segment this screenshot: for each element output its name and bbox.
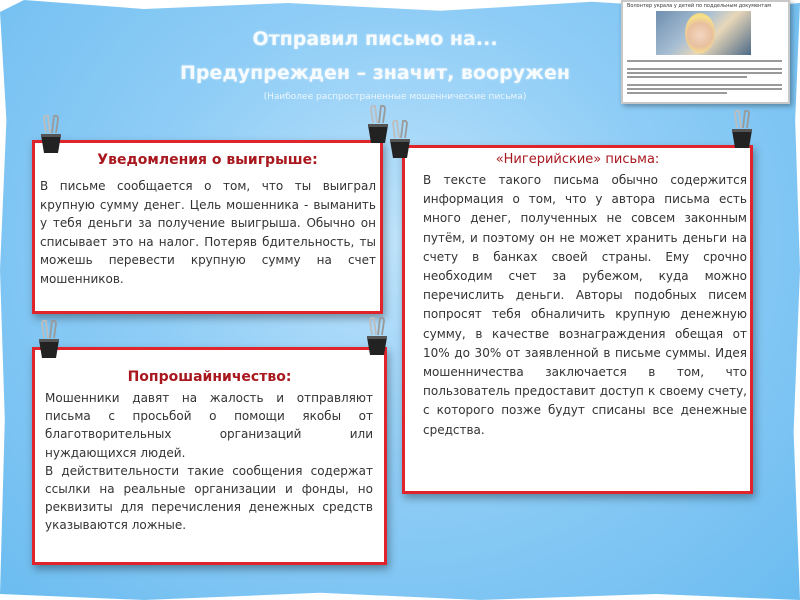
binder-clip-icon: [364, 315, 390, 357]
nigerian-card-body: В тексте такого письма обычно содержится информация о том, что у автора письма есть много денег, полученных не совсем законным путём, и поэтому он не может хранить деньги на счету в банках своей страны. Ему срочно необходим счет за рубежом, куда можно перечислить деньги. Авторы подобных писем попросят тебя обналичить крупную денежную сумму, в качестве вознаграждения обещая от 10% до 30% от заявленной в письме суммы. Идея мошенничества заключается в том, что пользователь предоставит доступ к своему счету, с которого позже будут списаны все денежные средства.: [423, 173, 747, 437]
winnings-card: [32, 140, 383, 314]
binder-clip-icon: [38, 113, 64, 155]
begging-card-body-1: Мошенники давят на жалость и отправляют письма с просьбой о помощи якобы от благотворительных организаций или нуждающихся людей.: [45, 391, 373, 460]
slide-title: [140, 22, 610, 90]
nigerian-card-title: «Нигерийские» письма:: [495, 152, 660, 167]
news-photo-person: [685, 13, 715, 53]
slide-title-line1: Отправил письмо на...: [252, 28, 498, 50]
news-text-line: [627, 68, 782, 70]
slide-subtitle: (Наиболее распространенные мошеннические письма): [263, 92, 527, 102]
winnings-card-body: В письме сообщается о том, что ты выиграл крупную сумму денег. Цель мошенника - выманить у тебя деньги за получение выигрыша. Обычно он списывает это на налог. Потеряв бдительность, ты можешь перевести крупную сумму на счет мошенников.: [40, 179, 376, 286]
begging-card: [32, 347, 387, 565]
news-text-line: [627, 72, 782, 74]
news-text-line: [627, 60, 782, 62]
slide-title-line2: Предупрежден – значит, вооружен: [180, 62, 570, 84]
news-text-line: [627, 88, 782, 90]
nigerian-card: [402, 145, 753, 494]
binder-clip-icon: [387, 118, 413, 160]
news-screenshot-header: Волонтер украла у детей по поддельным документам: [627, 3, 772, 9]
news-text-line: [627, 92, 727, 94]
begging-card-title: Попрошайничество:: [127, 369, 292, 385]
binder-clip-icon: [36, 318, 62, 360]
news-text-line: [627, 84, 782, 86]
news-screenshot-image: [621, 0, 790, 104]
binder-clip-icon: [729, 108, 755, 150]
news-text-line: [627, 76, 747, 78]
winnings-card-title: Уведомления о выигрыше:: [97, 152, 318, 168]
begging-card-body-2: В действительности такие сообщения содержат ссылки на реальные организации и фонды, но реквизиты для перечисления денежных средств указываются ложные.: [45, 463, 373, 533]
